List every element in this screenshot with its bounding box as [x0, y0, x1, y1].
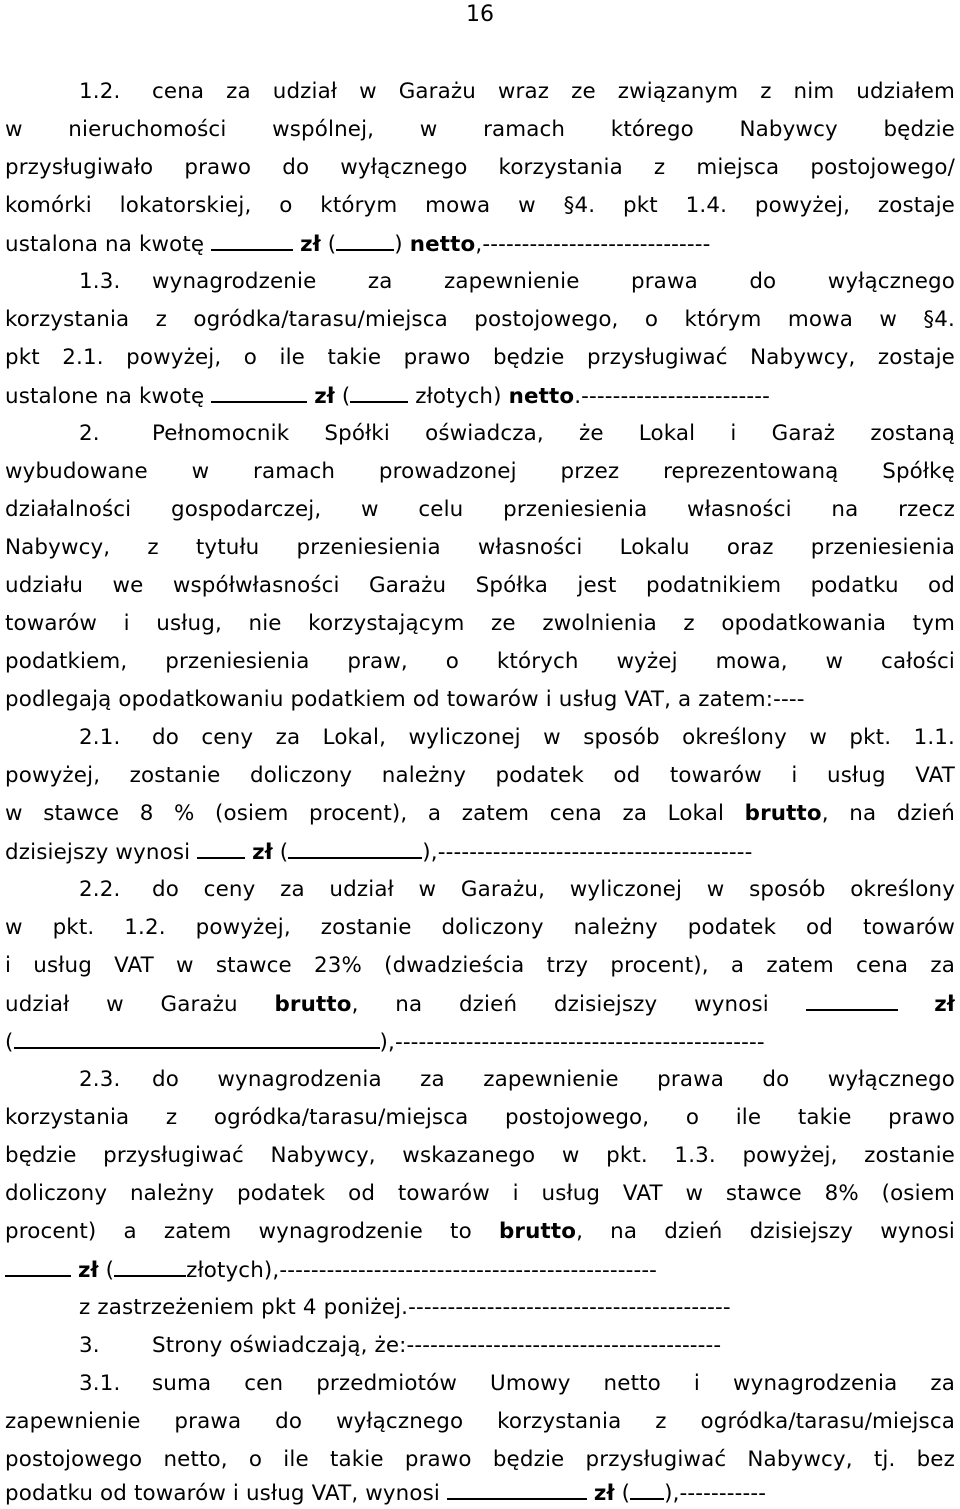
text: , na dzień dzisiejszy wynosi — [576, 1219, 956, 1244]
amount-blank — [5, 1255, 71, 1277]
amount-blank — [447, 1478, 587, 1500]
dash-filler: ),----------------------------------------------- — [379, 1030, 765, 1055]
text: ( — [327, 232, 337, 257]
dash-filler: ,----------------------------- — [475, 232, 711, 257]
text: ( — [5, 1030, 14, 1055]
item-1-2-line-5 — [5, 229, 955, 260]
item-1-3-line-3: pkt 2.1. powyżej, o ile takie prawo będzie przysługiwać Nabywcy, zostaje — [5, 345, 955, 370]
text: złotych) — [415, 384, 502, 409]
amount-words-blank — [288, 837, 422, 859]
item-2-line-2: wybudowane w ramach prowadzonej przez reprezentowaną Spółkę — [5, 459, 955, 484]
item-3-1-line-2: zapewnienie prawa do wyłącznego korzystania z ogródka/tarasu/miejsca — [5, 1409, 955, 1434]
text: Strony oświadczają, że:---------------------------------------- — [152, 1333, 722, 1358]
item-2-2-line-3: i usług VAT w stawce 23% (dwadzieścia trzy procent), a zatem cena za — [5, 953, 955, 978]
item-2-2-line-5 — [5, 1027, 955, 1058]
currency: zł — [77, 1258, 99, 1283]
item-2-3-line-5 — [5, 1217, 955, 1247]
text: udział w Garażu — [5, 992, 238, 1017]
item-3-1-line-3: postojowego netto, o ile takie prawo będzie przysługiwać Nabywcy, tj. bez — [5, 1447, 955, 1472]
dash-filler: .------------------------ — [574, 384, 770, 409]
item-2-2-line-2: w pkt. 1.2. powyżej, zostanie doliczony należny podatek od towarów — [5, 915, 955, 940]
netto-label: netto — [409, 232, 476, 257]
item-number: 2.3. — [79, 1067, 121, 1092]
item-1-3-line-1 — [79, 267, 955, 297]
amount-words-blank — [336, 229, 394, 251]
item-2-3-line-3: będzie przysługiwać Nabywcy, wskazanego w pkt. 1.3. powyżej, zostanie — [5, 1143, 955, 1168]
item-1-2-line-2: w nieruchomości wspólnej, w ramach którego Nabywcy będzie — [5, 117, 955, 142]
dash-filler: złotych),------------------------------------------------ — [186, 1258, 658, 1283]
text: ( — [105, 1258, 115, 1283]
amount-blank — [211, 229, 293, 251]
text: wynagrodzenie za zapewnienie prawa do wyłącznego — [152, 269, 955, 294]
text: podatku od towarów i usług VAT, wynosi — [5, 1481, 441, 1506]
brutto-label: brutto — [274, 992, 352, 1017]
text: , na dzień dzisiejszy wynosi — [351, 992, 769, 1017]
item-1-2-line-1 — [79, 77, 955, 107]
item-2-2-line-1 — [79, 875, 955, 905]
item-1-3-line-2: korzystania z ogródka/tarasu/miejsca postojowego, o którym mowa w §4. — [5, 307, 955, 332]
item-2-3-line-7: z zastrzeżeniem pkt 4 poniżej.----------------------------------------- — [79, 1295, 731, 1320]
currency: zł — [252, 840, 273, 865]
brutto-label: brutto — [744, 801, 822, 826]
currency: zł — [593, 1481, 615, 1506]
currency: zł — [314, 384, 335, 409]
item-3-1-line-4 — [5, 1478, 955, 1509]
item-2-line-8: podlegają opodatkowaniu podatkiem od towarów i usług VAT, a zatem:---- — [5, 687, 805, 712]
dash-filler: ),---------------------------------------- — [422, 840, 753, 865]
text: Pełnomocnik Spółki oświadcza, że Lokal i Garaż zostaną — [152, 421, 955, 446]
text: , na dzień — [821, 801, 956, 826]
text: ( — [341, 384, 351, 409]
brutto-label: brutto — [498, 1219, 577, 1244]
item-3-1-line-1 — [79, 1369, 955, 1399]
item-1-3-line-4 — [5, 381, 955, 412]
amount-words-blank — [350, 381, 408, 403]
currency: zł — [934, 992, 955, 1017]
item-2-line-4: Nabywcy, z tytułu przeniesienia własności Lokalu oraz przeniesienia — [5, 535, 955, 560]
item-2-line-5: udziału we współwłasności Garażu Spółka jest podatnikiem podatku od — [5, 573, 955, 598]
currency: zł — [300, 232, 321, 257]
item-number: 2.2. — [79, 877, 121, 902]
text: ) — [394, 232, 403, 257]
text: ( — [279, 840, 289, 865]
amount-words-blank — [14, 1027, 380, 1049]
item-2-2-line-4 — [5, 989, 955, 1020]
item-3-line-1 — [79, 1331, 955, 1361]
item-2-1-line-1 — [79, 723, 955, 753]
item-1-2-line-3: przysługiwało prawo do wyłącznego korzystania z miejsca postojowego/ — [5, 155, 955, 180]
item-2-line-6: towarów i usług, nie korzystającym ze zwolnienia z opodatkowania tym — [5, 611, 955, 636]
item-2-3-line-6 — [5, 1255, 955, 1286]
item-number: 1.2. — [79, 79, 121, 104]
amount-blank — [197, 837, 245, 859]
item-number: 2. — [79, 421, 100, 446]
item-2-line-7: podatkiem, przeniesienia praw, o których wyżej mowa, w całości — [5, 649, 955, 674]
item-2-line-3: działalności gospodarczej, w celu przeniesienia własności na rzecz — [5, 497, 955, 522]
text: dzisiejszy wynosi — [5, 840, 191, 865]
text: ustalona na kwotę — [5, 232, 205, 257]
text: ustalone na kwotę — [5, 384, 205, 409]
item-number: 2.1. — [79, 725, 121, 750]
dash-filler: ),----------- — [664, 1481, 767, 1506]
page-number: 16 — [466, 2, 494, 27]
text: ( — [621, 1481, 631, 1506]
text: do ceny za udział w Garażu, wyliczonej w sposób określony — [152, 877, 955, 902]
text: w stawce 8 % (osiem procent), a zatem cena za Lokal — [5, 801, 725, 826]
item-number: 1.3. — [79, 269, 121, 294]
item-2-line-1 — [79, 419, 955, 449]
text: do wynagrodzenia za zapewnienie prawa do wyłącznego — [152, 1067, 955, 1092]
amount-blank — [211, 381, 307, 403]
text: procent) a zatem wynagrodzenie to — [5, 1219, 472, 1244]
text: suma cen przedmiotów Umowy netto i wynagrodzenia za — [152, 1371, 955, 1396]
item-number: 3.1. — [79, 1371, 121, 1396]
item-2-3-line-1 — [79, 1065, 955, 1095]
item-2-1-line-2: powyżej, zostanie doliczony należny podatek od towarów i usług VAT — [5, 763, 955, 788]
item-number: 3. — [79, 1333, 100, 1358]
netto-label: netto — [508, 384, 575, 409]
amount-words-blank — [114, 1255, 186, 1277]
text: cena za udział w Garażu wraz ze związanym z nim udziałem — [152, 79, 955, 104]
item-2-3-line-4: doliczony należny podatek od towarów i usług VAT w stawce 8% (osiem — [5, 1181, 955, 1206]
item-1-2-line-4: komórki lokatorskiej, o którym mowa w §4. pkt 1.4. powyżej, zostaje — [5, 193, 955, 218]
amount-blank — [806, 989, 898, 1011]
item-2-3-line-2: korzystania z ogródka/tarasu/miejsca postojowego, o ile takie prawo — [5, 1105, 955, 1130]
item-2-1-line-3 — [5, 799, 955, 829]
text: do ceny za Lokal, wyliczonej w sposób określony w pkt. 1.1. — [152, 725, 955, 750]
amount-words-blank — [630, 1478, 664, 1500]
item-2-1-line-4 — [5, 837, 955, 868]
